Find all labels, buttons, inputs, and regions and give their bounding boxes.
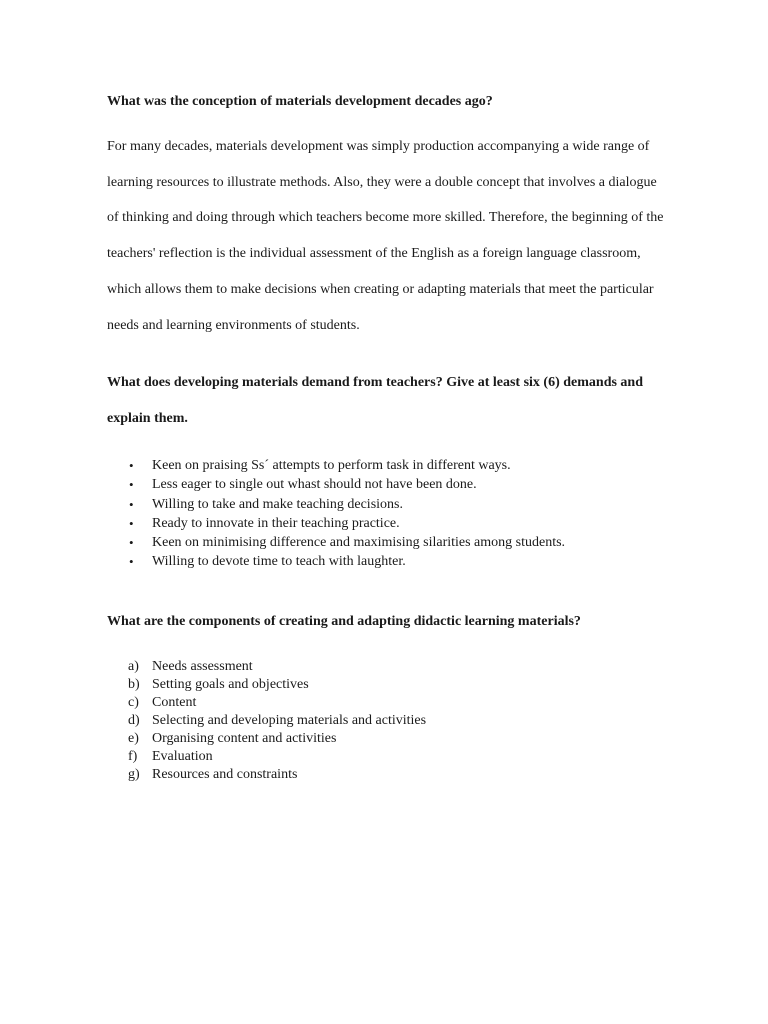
list-item: [107, 514, 667, 533]
list-item: [107, 712, 667, 730]
list-item-text: Evaluation: [152, 749, 213, 765]
demands-list: [107, 456, 667, 571]
list-item-text: Willing to take and make teaching decisions.: [152, 496, 403, 512]
list-item: [107, 766, 667, 784]
list-marker: g): [128, 767, 140, 783]
list-marker: e): [128, 731, 139, 747]
bullet-icon: •: [129, 496, 134, 512]
list-item-text: Keen on praising Ss´ attempts to perform task in different ways.: [152, 458, 511, 474]
list-item-text: Willing to devote time to teach with laughter.: [152, 554, 406, 570]
list-item: [107, 475, 667, 494]
list-item: [107, 730, 667, 748]
list-item-text: Setting goals and objectives: [152, 677, 309, 693]
bullet-icon: •: [129, 535, 134, 551]
list-item-text: Ready to innovate in their teaching practice.: [152, 515, 400, 531]
list-item-text: Less eager to single out whast should not have been done.: [152, 477, 477, 493]
bullet-icon: •: [129, 477, 134, 493]
list-item-text: Needs assessment: [152, 659, 253, 675]
list-marker: f): [128, 749, 138, 765]
question-heading: What was the conception of materials development decades ago?: [107, 94, 493, 109]
list-item: [107, 552, 667, 571]
list-item-text: Keen on minimising difference and maximising silarities among students.: [152, 535, 566, 551]
list-item: [107, 495, 667, 514]
question-heading: What are the components of creating and adapting didactic learning materials?: [107, 614, 581, 630]
list-item-text: Resources and constraints: [152, 767, 298, 783]
list-marker: a): [128, 659, 139, 675]
list-marker: c): [128, 695, 139, 711]
list-item: [107, 676, 667, 694]
list-item: [107, 533, 667, 552]
document-body: [107, 92, 667, 784]
bullet-icon: •: [129, 458, 134, 474]
list-marker: d): [128, 713, 140, 729]
answer-paragraph: For many decades, materials development was simply production accompanying a wide range of learning resources to illustrate methods. Also, they were a double concept that involves a dialogue of thinking and doing through which teachers become more skilled. Therefore, the beginning of the teachers' reflection is the individual assessment of the English as a foreign language classroom, which allows them to make decisions when creating or adapting materials that meet the particular needs and learning environments of students.: [107, 139, 664, 333]
list-item: [107, 748, 667, 766]
list-item: [107, 456, 667, 475]
list-item-text: Organising content and activities: [152, 731, 337, 747]
bullet-icon: •: [129, 554, 134, 570]
list-marker: b): [128, 677, 140, 693]
list-item: [107, 658, 667, 676]
components-list: [107, 658, 667, 784]
question-heading: What does developing materials demand from teachers? Give at least six (6) demands and explain them.: [107, 375, 643, 426]
list-item-text: Selecting and developing materials and activities: [152, 713, 427, 729]
bullet-icon: •: [129, 515, 134, 531]
list-item: [107, 694, 667, 712]
list-item-text: Content: [152, 695, 197, 711]
